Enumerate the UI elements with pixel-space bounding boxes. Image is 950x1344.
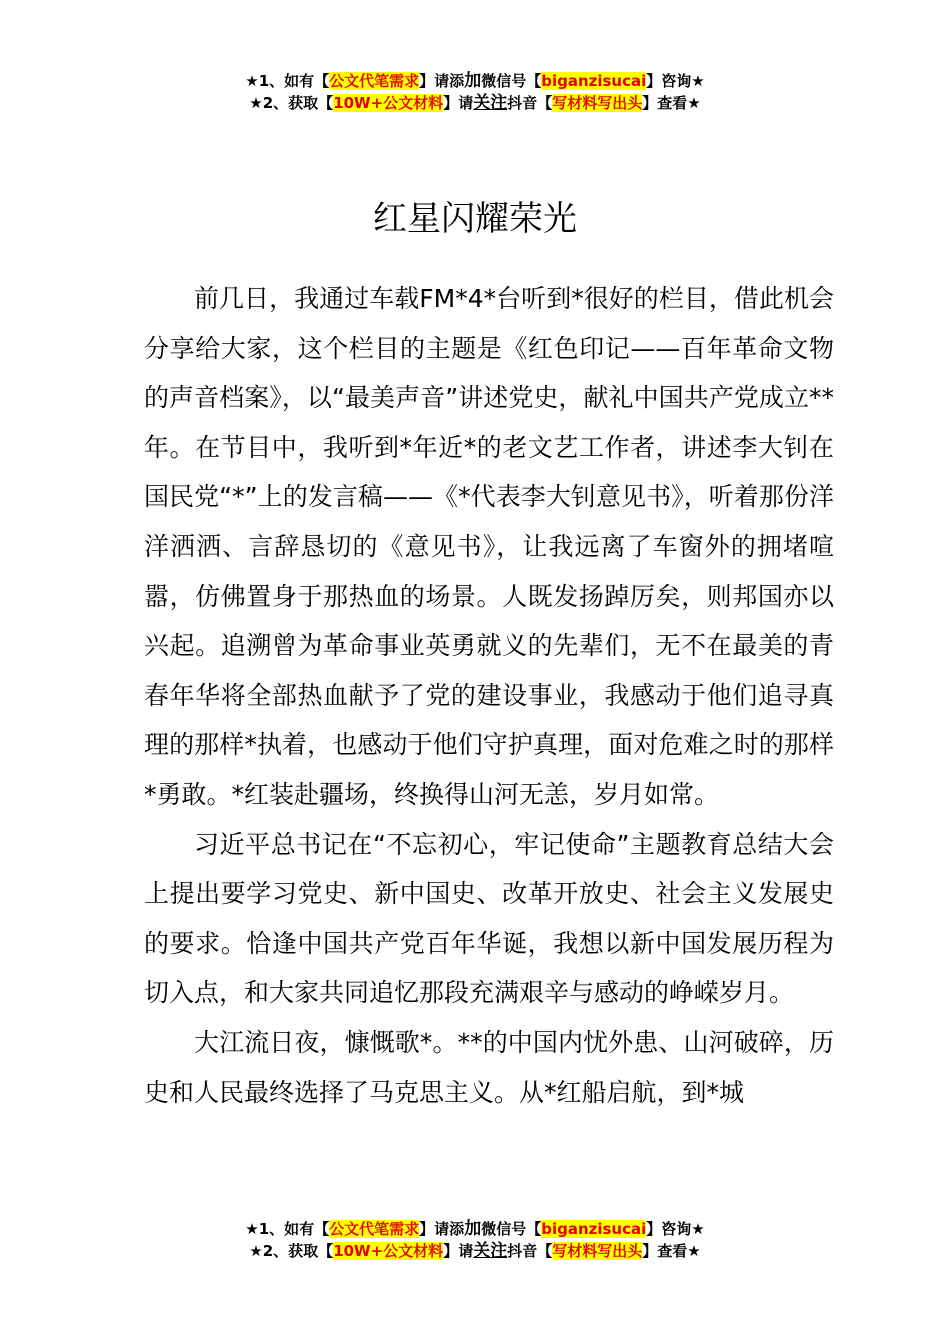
banner-line-1 [0, 70, 950, 92]
banner-text: 抖音【 [507, 1242, 553, 1260]
banner-text: 微信号【 [481, 72, 542, 90]
banner-text: ★1、如有【 [245, 1220, 330, 1238]
highlight-service: 公文代笔需求 [329, 1220, 420, 1238]
banner-text: 关注 [473, 93, 508, 113]
banner-text: 】请 [443, 94, 474, 112]
footer-banner [0, 1218, 950, 1262]
highlight-wechat-id: biganzisucai [541, 72, 647, 90]
document-title: 红星闪耀荣光 [373, 198, 577, 239]
banner-text: 】咨询★ [646, 1220, 705, 1238]
highlight-materials: 10W+公文材料 [333, 94, 444, 112]
banner-text: 加 [464, 71, 482, 91]
banner-text: 】咨询★ [646, 72, 705, 90]
highlight-materials: 10W+公文材料 [333, 1242, 444, 1260]
banner-text: ★1、如有【 [245, 72, 330, 90]
banner-text: 加 [464, 1219, 482, 1239]
banner-text: ★2、获取【 [249, 1242, 334, 1260]
paragraph: 习近平总书记在“不忘初心，牢记使命”主题教育总结大会上提出要学习党史、新中国史、改革开放史、社会主义发展史的要求。恰逢中国共产党百年华诞，我想以新中国发展历程为切入点，和大家共同追忆那段充满艰辛与感动的峥嵘岁月。 [144, 829, 834, 1008]
banner-line-2 [0, 92, 950, 114]
banner-text: 抖音【 [507, 94, 553, 112]
highlight-service: 公文代笔需求 [329, 72, 420, 90]
banner-text: 】查看★ [642, 94, 701, 112]
banner-text: 关注 [473, 1241, 508, 1261]
highlight-wechat-id: biganzisucai [541, 1220, 647, 1238]
paragraph: 前几日，我通过车载FM*4*台听到*很好的栏目，借此机会分享给大家，这个栏目的主题是《红色印记——百年革命文物的声音档案》，以“最美声音”讲述党史，献礼中国共产党成立**年。在节目中，我听到*年近*的老文艺工作者，讲述李大钊在国民党“*”上的发言稿——《*代表李大钊意见书》，听着那份洋洋洒洒、言辞恳切的《意见书》，让我远离了车窗外的拥堵喧嚣，仿佛置身于那热血的场景。人既发扬踔厉矣，则邦国亦以兴起。追溯曾为革命事业英勇就义的先辈们，无不在最美的青春年华将全部热血献予了党的建设事业，我感动于他们追寻真理的那样*执着，也感动于他们守护真理，面对危难之时的那样*勇敢。*红装赴疆场，终换得山河无恙，岁月如常。 [144, 284, 834, 809]
banner-text: 】请添 [419, 72, 465, 90]
banner-text: 】请添 [419, 1220, 465, 1238]
highlight-douyin: 写材料写出头 [552, 94, 643, 112]
banner-text: 】查看★ [642, 1242, 701, 1260]
header-banner [0, 70, 950, 114]
paragraph: 大江流日夜，慷慨歌*。**的中国内忧外患、山河破碎，历史和人民最终选择了马克思主义。从*红船启航，到*城 [144, 1027, 834, 1107]
banner-text: ★2、获取【 [249, 94, 334, 112]
highlight-douyin: 写材料写出头 [552, 1242, 643, 1260]
banner-text: 】请 [443, 1242, 474, 1260]
banner-line-1 [0, 1218, 950, 1240]
banner-text: 微信号【 [481, 1220, 542, 1238]
document-body [144, 274, 834, 1117]
banner-line-2 [0, 1240, 950, 1262]
